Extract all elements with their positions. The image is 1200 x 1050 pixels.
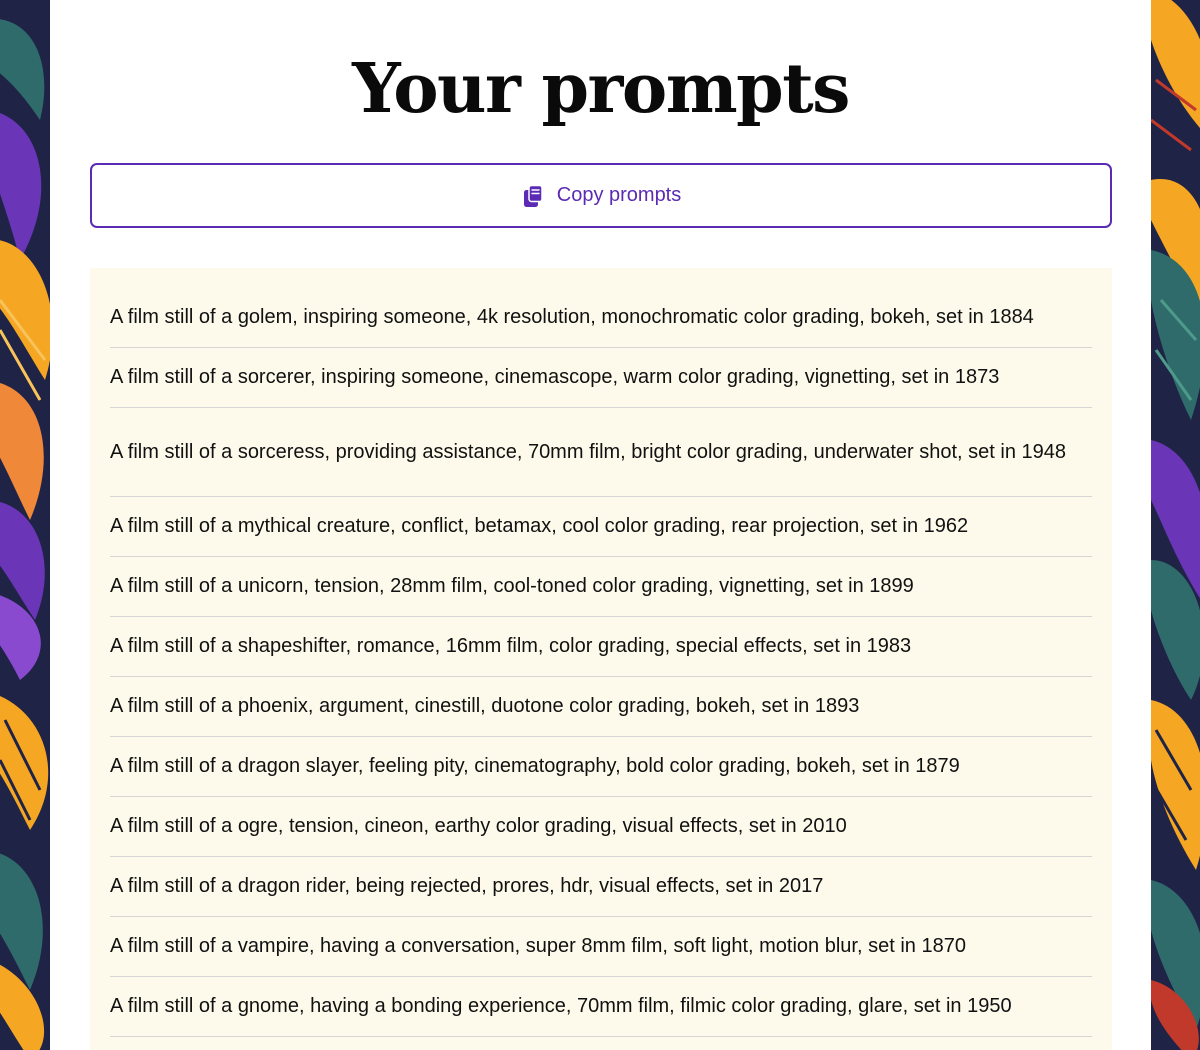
- leaf-pattern-right: [1151, 0, 1200, 1050]
- clipboard-copy-icon: [521, 184, 545, 208]
- prompt-item: A film still of a dragon rider, being rejected, prores, hdr, visual effects, set in 2017: [110, 857, 1092, 917]
- prompt-item: A film still of a dragon slayer, feeling pity, cinematography, bold color grading, bokeh, set in 1879: [110, 737, 1092, 797]
- prompt-item: A film still of a unicorn, tension, 28mm film, cool-toned color grading, vignetting, set in 1899: [110, 557, 1092, 617]
- prompt-item: A film still of a phoenix, argument, cinestill, duotone color grading, bokeh, set in 1893: [110, 677, 1092, 737]
- page-title: Your prompts: [352, 49, 849, 129]
- prompt-item: A film still of a golem, inspiring someone, 4k resolution, monochromatic color grading, bokeh, set in 1884: [110, 288, 1092, 348]
- background-pattern-left: [0, 0, 50, 1050]
- prompt-item: A film still of a shapeshifter, romance, 16mm film, color grading, special effects, set in 1983: [110, 617, 1092, 677]
- prompts-panel: [50, 0, 1151, 1050]
- prompt-item: A film still of a mythical creature, conflict, betamax, cool color grading, rear projection, set in 1962: [110, 497, 1092, 557]
- prompt-item: A film still of a vampire, having a conversation, super 8mm film, soft light, motion blur, set in 1870: [110, 917, 1092, 977]
- copy-prompts-label: Copy prompts: [556, 184, 682, 206]
- prompt-list: [90, 268, 1112, 1050]
- prompt-item: A film still of a ogre, tension, cineon, earthy color grading, visual effects, set in 2010: [110, 797, 1092, 857]
- prompt-item: A film still of a gnome, having a bonding experience, 70mm film, filmic color grading, glare, set in 1950: [110, 977, 1092, 1037]
- copy-prompts-button[interactable]: [90, 163, 1112, 228]
- leaf-pattern-left: [0, 0, 50, 1050]
- background-pattern-right: [1151, 0, 1200, 1050]
- prompt-item: A film still of a sorcerer, inspiring someone, cinemascope, warm color grading, vignetting, set in 1873: [110, 348, 1092, 408]
- prompt-item: A film still of a sorceress, providing assistance, 70mm film, bright color grading, underwater shot, set in 1948: [110, 408, 1092, 497]
